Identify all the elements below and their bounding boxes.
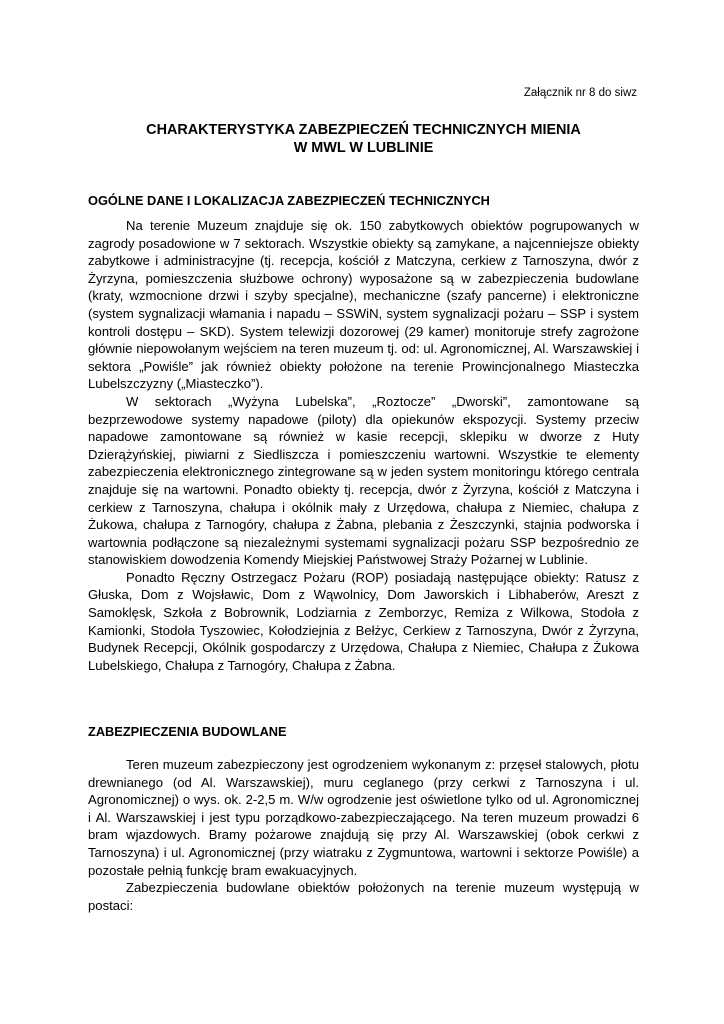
document-title-line-2: W MWL W LUBLINIE — [293, 140, 434, 156]
paragraph-fire-alarm-objects: Ponadto Ręczny Ostrzegacz Pożaru (ROP) posiadają następujące obiekty: Ratusz z Głuska, Dom z Wojsławic, Dom z Wąwolnicy, Dom Jaworskich i Libhaberów, Areszt z Samoklęsk, Szkoła z Bobrownik, Lodziarnia z Zemborzyc, Remiza z Wilkowa, Stodoła z Kamionki, Stodoła Tyszowiec, Kołodziejnia z Bełżyc, Cerkiew z Tarnoszyna, Dwór z Żyrzyna, Budynek Recepcji, Okólnik gospodarczy z Urzędowa, Chałupa z Niemiec, Chałupa z Żukowa Lubelskiego, Chałupa z Tarnogóry, Chałupa z Żabna. — [88, 569, 639, 673]
paragraph-sector-systems: W sektorach „Wyżyna Lubelska”, „Roztocze” „Dworski”, zamontowane są bezprzewodowe systemy napadowe (piloty) dla opiekunów ekspozycji. Systemy przeciw napadowe zamontowane są również w kasie recepcji, sklepiku w dworze z Huty Dzierążyńskiej, piwiarni z Siedliszcza i pomieszczeniu wartowni. Wszystkie te elementy zabezpieczenia elektronicznego zintegrowane są w jeden system monitoringu którego centrala znajduje się na wartowni. Ponadto obiekty tj. recepcja, dwór z Żyrzyna, kościół z Matczyna i cerkiew z Tarnoszyna, chałupa i okólnik mały z Urzędowa, chałupa z Niemiec, chałupa z Żukowa, chałupa z Tarnogóry, chałupa z Żabna, plebania z Żeszczynki, stajnia podworska i wartownia podłączone są niezależnymi systemami sygnalizacji pożaru SSP bezpośrednio ze stanowiskiem dowodzenia Komendy Miejskiej Państwowej Straży Pożarnej w Lublinie. — [88, 393, 639, 568]
attachment-note: Załącznik nr 8 do siwz — [523, 87, 637, 99]
section-heading-building: ZABEZPIECZENIA BUDOWLANE — [88, 724, 287, 739]
document-title-line-1: CHARAKTERYSTYKA ZABEZPIECZEŃ TECHNICZNYCH MIENIA — [146, 122, 581, 138]
section-body-building — [88, 756, 639, 914]
paragraph-fencing: Teren muzeum zabezpieczony jest ogrodzeniem wykonanym z: przęseł stalowych, płotu drewnianego (od Al. Warszawskiej), muru ceglanego (przy cerkwi z Tarnoszyna i ul. Agronomicznej) o wys. ok. 2-2,5 m. W/w ogrodzenie jest oświetlone tylko od ul. Agronomicznej i Al. Warszawskiej i jest typu porządkowo-zabezpieczającego. Na teren muzeum prowadzi 6 bram wjazdowych. Bramy pożarowe znajdują się przy Al. Warszawskiej (obok cerkwi z Tarnoszyna) i ul. Agronomicznej (przy wiatraku z Zygmuntowa, wartowni i sektorze Powiśle) a pozostałe pełnią funkcję bram ewakuacyjnych. — [88, 757, 639, 878]
paragraph-museum-overview: Na terenie Muzeum znajduje się ok. 150 zabytkowych obiektów pogrupowanych w zagrody posadowione w 7 sektorach. Wszystkie obiekty są zamykane, a najcenniejsze obiekty zabytkowe i administracyjne (tj. recepcja, kościół z Matczyna, cerkiew z Tarnoszyna, dwór z Żyrzyna, pomieszczenia służbowe ochrony) wyposażone są w zabezpieczenia budowlane (kraty, wzmocnione drzwi i szyby specjalne), mechaniczne (szafy pancerne) i elektroniczne (system sygnalizacji włamania i napadu – SSWiN, system sygnalizacji pożaru – SSP i system kontroli dostępu – SKD). System telewizji dozorowej (29 kamer) monitoruje strefy zagrożone głównie niepowołanym wejściem na teren muzeum tj. od: ul. Agronomicznej, Al. Warszawskiej i sektora „Powiśle” jak również obiekty położone na terenie Prowincjonalnego Miasteczka Lubelszczyzny („Miasteczko”). — [88, 218, 639, 392]
paragraph-building-security-intro: Zabezpieczenia budowlane obiektów położonych na terenie muzeum występują w postaci: — [88, 880, 639, 913]
section-heading-general: OGÓLNE DANE I LOKALIZACJA ZABEZPIECZEŃ TECHNICZNYCH — [88, 193, 490, 208]
document-title — [88, 121, 639, 157]
section-body-general — [88, 217, 639, 674]
